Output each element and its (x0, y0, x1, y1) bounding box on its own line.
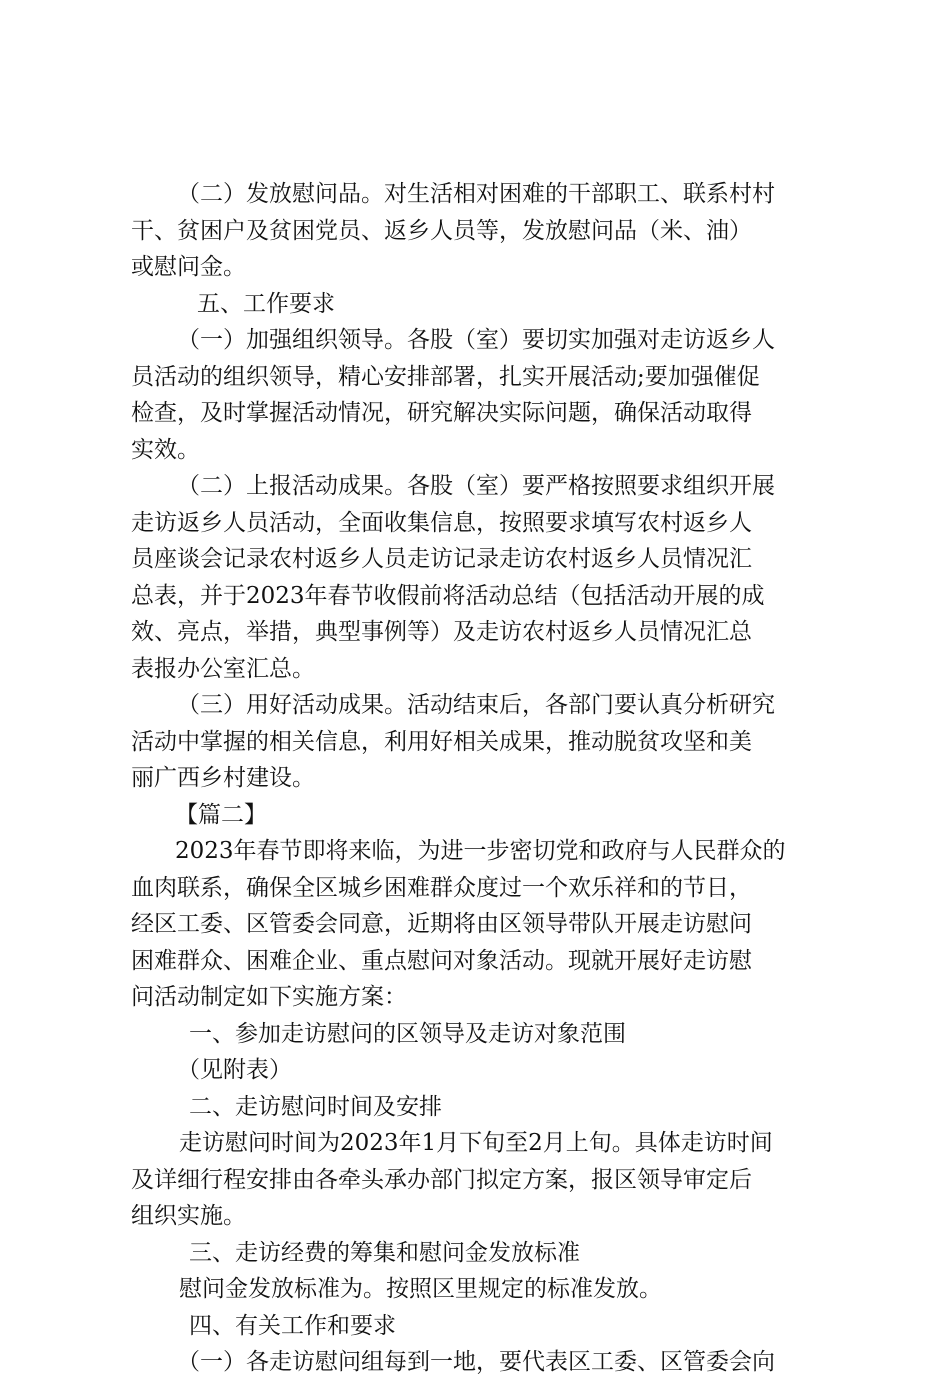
text-line: （三）用好活动成果。活动结束后，各部门要认真分析研究 (177, 692, 775, 718)
text-line: 走访慰问时间为2023年1月下旬至2月上旬。具体走访时间 (179, 1130, 773, 1156)
text-line: 效、亮点，举措，典型事例等）及走访农村返乡人员情况汇总 (131, 619, 752, 645)
text-line: 表报办公室汇总。 (131, 655, 315, 682)
text-line: 实效。 (131, 436, 200, 463)
text-line: （一）各走访慰问组每到一地，要代表区工委、区管委会向 (177, 1349, 775, 1375)
text-line: 及详细行程安排由各牵头承办部门拟定方案，报区领导审定后 (131, 1166, 752, 1193)
text-line: 一、参加走访慰问的区领导及走访对象范围 (189, 1020, 626, 1047)
text-line: 慰问金发放标准为。按照区里规定的标准发放。 (179, 1276, 662, 1302)
text-line: 丽广西乡村建设。 (131, 765, 315, 791)
text-line: 或慰问金。 (131, 254, 246, 280)
text-line: 2023年春节即将来临，为进一步密切党和政府与人民群众的 (175, 838, 786, 864)
text-line: 五、工作要求 (197, 290, 335, 317)
text-line: 【篇二】 (175, 801, 267, 828)
text-line: 三、走访经费的筹集和慰问金发放标准 (189, 1239, 580, 1266)
text-line: 干、贫困户及贫困党员、返乡人员等，发放慰问品（米、油） (131, 217, 752, 244)
text-line: 组织实施。 (131, 1203, 246, 1229)
text-line: （一）加强组织领导。各股（室）要切实加强对走访返乡人 (177, 327, 775, 353)
text-line: 血肉联系，确保全区城乡困难群众度过一个欢乐祥和的节日， (131, 874, 752, 901)
text-line: 总表，并于2023年春节收假前将活动总结（包括活动开展的成 (131, 582, 765, 609)
text-line: 困难群众、困难企业、重点慰问对象活动。现就开展好走访慰 (131, 947, 752, 974)
text-line: 活动中掌握的相关信息，利用好相关成果，推动脱贫攻坚和美 (131, 728, 752, 755)
text-line: 走访返乡人员活动，全面收集信息，按照要求填写农村返乡人 (131, 509, 752, 536)
text-line: 员活动的组织领导，精心安排部署，扎实开展活动;要加强催促 (131, 363, 760, 390)
text-line: （见附表） (177, 1057, 292, 1083)
text-line: 员座谈会记录农村返乡人员走访记录走访农村返乡人员情况汇 (131, 546, 752, 572)
text-line: 二、走访慰问时间及安排 (189, 1093, 442, 1120)
text-line: 经区工委、区管委会同意，近期将由区领导带队开展走访慰问 (131, 911, 752, 937)
text-line: 问活动制定如下实施方案： (131, 984, 407, 1010)
text-line: （二）上报活动成果。各股（室）要严格按照要求组织开展 (177, 473, 775, 499)
text-line: （二）发放慰问品。对生活相对困难的干部职工、联系村村 (177, 181, 775, 207)
text-line: 四、有关工作和要求 (189, 1312, 396, 1339)
text-line: 检查，及时掌握活动情况，研究解决实际问题，确保活动取得 (131, 400, 752, 426)
